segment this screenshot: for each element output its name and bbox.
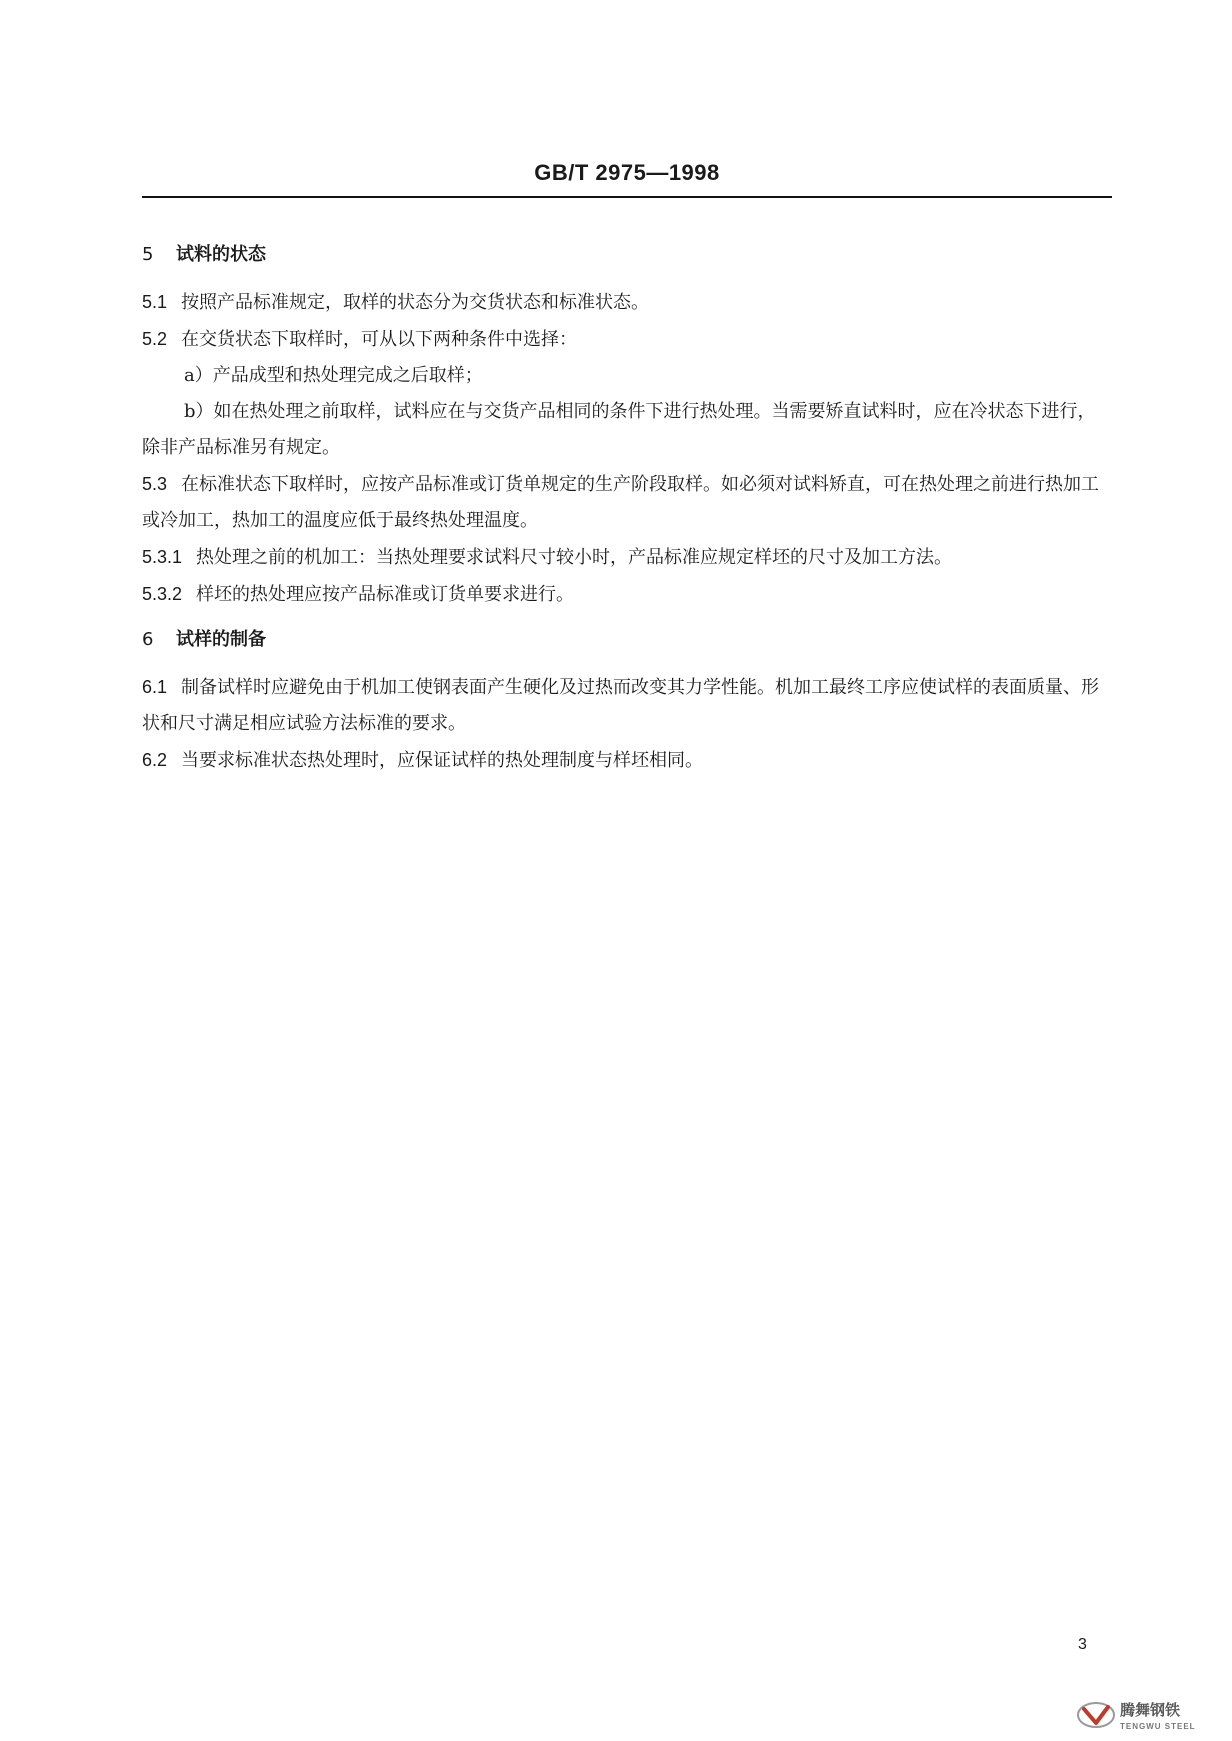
clause-number: 5.2: [142, 329, 168, 349]
list-item: [142, 394, 1112, 466]
section-heading: [142, 238, 1112, 272]
document-body: [142, 238, 1112, 779]
page-number: 3: [1078, 1636, 1087, 1653]
clause-number: 5.3.1: [142, 547, 183, 567]
clause-number: 6.2: [142, 750, 168, 770]
clause-text: 在标准状态下取样时，应按产品标准或订货单规定的生产阶段取样。如必须对试料矫直，可在热处理之前进行热加工或冷加工，热加工的温度应低于最终热处理温度。: [142, 474, 1100, 531]
section-heading: [142, 623, 1112, 657]
clause-number: 6.1: [142, 677, 168, 697]
section-title: 试料的状态: [176, 244, 266, 265]
watermark-name-cn: 腾舞钢铁: [1120, 1701, 1181, 1719]
clause-paragraph: [142, 539, 1112, 576]
clause-paragraph: [142, 466, 1112, 539]
clause-paragraph: [142, 576, 1112, 613]
clause-paragraph: [142, 284, 1112, 321]
clause-text: 当要求标准状态热处理时，应保证试样的热处理制度与样坯相同。: [181, 750, 704, 771]
clause-text: 按照产品标准规定，取样的状态分为交货状态和标准状态。: [181, 292, 650, 313]
section-title: 试样的制备: [176, 629, 266, 650]
clause-number: 5.1: [142, 292, 168, 312]
list-item: [142, 358, 1112, 394]
watermark-name-en: TENGWU STEEL: [1120, 1722, 1196, 1731]
list-item-text: b）如在热处理之前取样，试料应在与交货产品相同的条件下进行热处理。当需要矫直试料时，应在冷状态下进行，除非产品标准另有规定。: [142, 401, 1096, 458]
clause-text: 制备试样时应避免由于机加工使钢表面产生硬化及过热而改变其力学性能。机加工最终工序应使试样的表面质量、形状和尺寸满足相应试验方法标准的要求。: [142, 677, 1100, 734]
section-number: 5: [142, 244, 154, 265]
clause-text: 样坯的热处理应按产品标准或订货单要求进行。: [196, 584, 575, 605]
watermark: [1074, 1693, 1224, 1737]
header-rule: [142, 196, 1112, 198]
clause-text: 热处理之前的机加工：当热处理要求试料尺寸较小时，产品标准应规定样坯的尺寸及加工方法。: [196, 547, 953, 568]
standard-code-header: GB/T 2975—1998: [534, 160, 720, 185]
clause-number: 5.3: [142, 474, 168, 494]
clause-paragraph: [142, 742, 1112, 779]
list-item-text: a）产品成型和热处理完成之后取样；: [184, 365, 483, 386]
clause-paragraph: [142, 669, 1112, 742]
clause-paragraph: [142, 321, 1112, 358]
clause-number: 5.3.2: [142, 584, 183, 604]
clause-text: 在交货状态下取样时，可从以下两种条件中选择：: [181, 329, 578, 350]
section-number: 6: [142, 629, 154, 650]
tengwu-steel-logo-icon: [1074, 1693, 1224, 1737]
